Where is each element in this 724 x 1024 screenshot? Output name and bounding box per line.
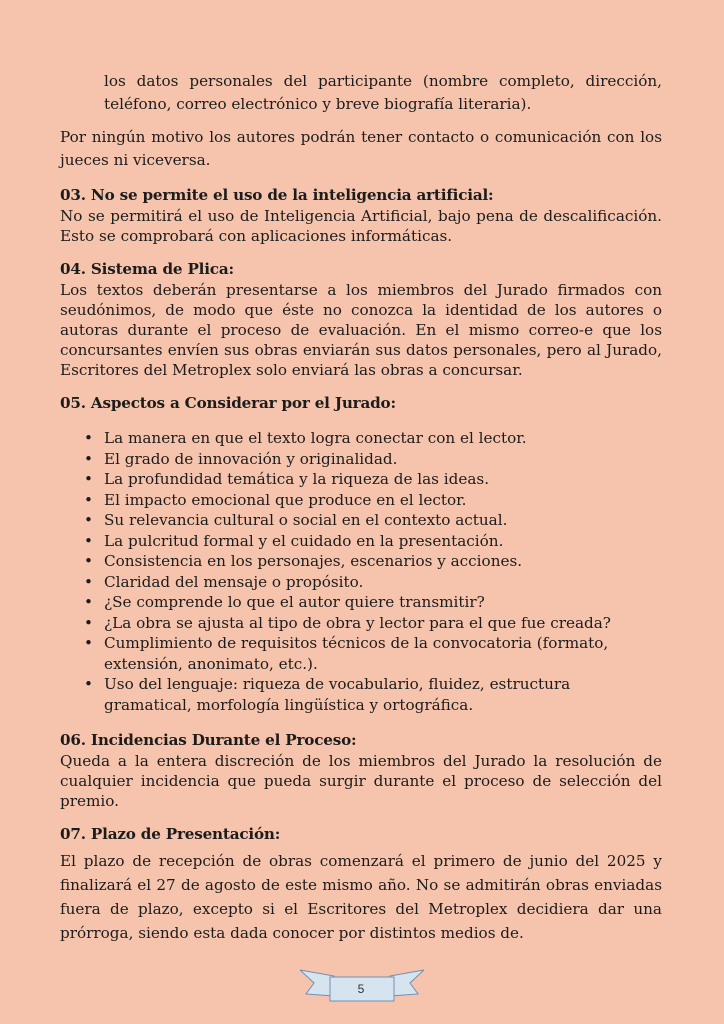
section-04	[60, 258, 662, 380]
list-item: • Claridad del mensaje o propósito.	[84, 572, 364, 591]
section-06-title: 06. Incidencias Durante el Proceso:	[60, 731, 357, 749]
bullet-icon: •	[84, 490, 93, 509]
list-item: • Su relevancia cultural o social en el contexto actual.	[84, 511, 508, 529]
section-03	[60, 184, 662, 246]
list-item: • La pulcritud formal y el cuidado en la presentación.	[84, 531, 504, 550]
bullet-icon: •	[84, 593, 93, 611]
list-item: • ¿La obra se ajusta al tipo de obra y lector para el que fue creada?	[84, 613, 611, 632]
list-item: • La manera en que el texto logra conectar con el lector.	[84, 429, 527, 447]
criteria-list	[60, 428, 662, 715]
bullet-icon: •	[84, 572, 93, 591]
bullet-icon: •	[84, 449, 93, 468]
section-06	[60, 729, 662, 811]
ribbon-left-tail	[300, 970, 334, 996]
section-03-title: 03. No se permite el uso de la inteligencia artificial:	[60, 186, 494, 204]
bullet-icon: •	[84, 613, 93, 632]
bullet-icon: •	[84, 675, 93, 693]
page-number: 5	[357, 982, 365, 996]
list-item: • Consistencia en los personajes, escenarios y acciones.	[84, 552, 523, 570]
bullet-icon: •	[84, 429, 93, 447]
section-06-body: Queda a la entera discreción de los miembros del Jurado la resolución de cualquier incidencia que pueda surgir durante el proceso de selección del premio.	[60, 752, 662, 810]
list-item: • El grado de innovación y originalidad.	[84, 449, 398, 468]
section-05-title: 05. Aspectos a Considerar por el Jurado:	[60, 394, 396, 412]
no-contact-paragraph: Por ningún motivo los autores podrán tener contacto o comunicación con los jueces ni viceversa.	[60, 128, 662, 169]
document-page	[60, 70, 662, 945]
bullet-icon: •	[84, 531, 93, 550]
section-03-body: No se permitirá el uso de Inteligencia Artificial, bajo pena de descalificación. Esto se comprobará con aplicaciones informáticas.	[60, 207, 662, 245]
bullet-icon: •	[84, 552, 93, 570]
section-07-title: 07. Plazo de Presentación:	[60, 825, 281, 843]
bullet-icon: •	[84, 511, 93, 529]
section-07-body: El plazo de recepción de obras comenzará el primero de junio del 2025 y finalizará el 27 de agosto de este mismo año. No se admitirán obras enviadas fuera de plazo, excepto si el Escritores del Metroplex decidiera dar una prórroga, siendo esta dada conocer por distintos medios de.	[60, 852, 662, 942]
section-04-title: 04. Sistema de Plica:	[60, 260, 234, 278]
section-04-body: Los textos deberán presentarse a los miembros del Jurado firmados con seudónimos, de modo que éste no conozca la identidad de los autores o autoras durante el proceso de evaluación. En el mismo correo-e que los concursantes envíen sus obras enviarán sus datos personales, pero al Jurado, Escritores del Metroplex solo enviará las obras a concursar.	[60, 281, 662, 379]
section-07	[60, 823, 662, 945]
bullet-icon: •	[84, 470, 93, 488]
list-item: • Uso del lenguaje: riqueza de vocabulario, fluidez, estructura gramatical, morfología lingüística y ortográfica.	[84, 675, 571, 714]
section-05	[60, 392, 662, 715]
continuation-paragraph: los datos personales del participante (nombre completo, dirección, teléfono, correo electrónico y breve biografía literaria).	[104, 72, 662, 113]
list-item: • El impacto emocional que produce en el lector.	[84, 490, 467, 509]
list-item: • ¿Se comprende lo que el autor quiere transmitir?	[84, 593, 485, 611]
ribbon-right-tail	[390, 970, 424, 996]
list-item: • Cumplimiento de requisitos técnicos de la convocatoria (formato, extensión, anonimato, etc.).	[84, 634, 609, 673]
list-item: • La profundidad temática y la riqueza de las ideas.	[84, 470, 490, 488]
bullet-icon: •	[84, 634, 93, 652]
